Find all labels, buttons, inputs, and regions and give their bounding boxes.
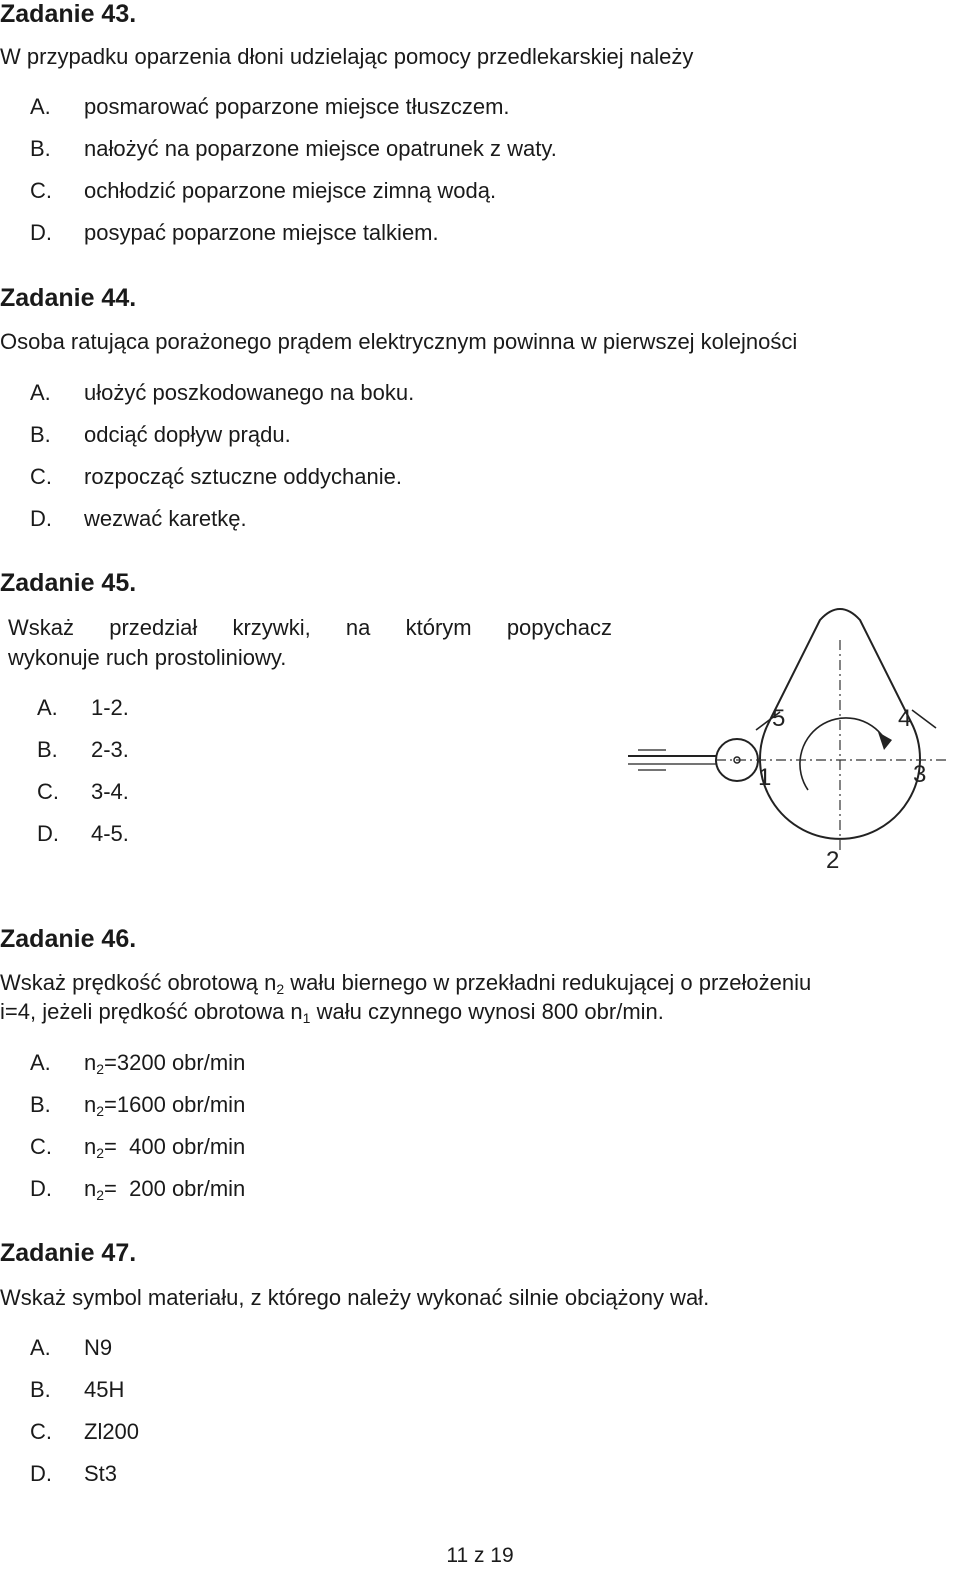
task-46-answer-b: $n_2=1600$ obr/min [84,1092,246,1119]
cam-point-label-4: 4 [898,705,912,732]
task-43-answer-b-letter: B. [30,136,51,161]
task-46-answer-c-letter: C. [30,1134,52,1159]
task-44-answer-c-letter: C. [30,464,52,489]
task-45-answer-c-letter: C. [37,779,59,804]
rotation-arrowhead [878,732,892,750]
task-47-answer-b: 45H [84,1377,125,1402]
task-44-answer-d-letter: D. [30,506,52,531]
cam-point-label-2: 2 [826,847,840,874]
task-47-question: Wskaż symbol materiału, z którego należy wykonać silnie obciążony wał. [0,1285,710,1310]
task-43-answer-c-letter: C. [30,178,52,203]
task-44-answer-d: wezwać karetkę. [84,506,247,531]
cam-point-label-3: 3 [913,761,927,788]
task-45-question-line-1: Wskaż przedział krzywki, na którym popychacz [8,615,612,640]
page-number: 11 z 19 [446,1544,514,1567]
task-43-answer-d-letter: D. [30,220,52,245]
task-47-answer-b-letter: B. [30,1377,51,1402]
task-45-answer-c: 3-4. [91,779,129,804]
task-45-answer-b: 2-3. [91,737,129,762]
cam-mechanism-diagram [620,600,950,885]
task-47-answer-a-letter: A. [30,1335,51,1360]
task-47-answer-c-letter: C. [30,1419,52,1444]
task-44-question: Osoba ratująca porażonego prądem elektrycznym powinna w pierwszej kolejności [0,329,798,354]
task-44-answer-a: ułożyć poszkodowanego na boku. [84,380,415,405]
task-45-question-line-2: wykonuje ruch prostoliniowy. [8,645,287,670]
task-46-question-line-1: Wskaż prędkość obrotową $n_2$ wału biernego w przekładni redukującej o przełożeniu [0,970,812,997]
task-43-answer-a: posmarować poparzone miejsce tłuszczem. [84,94,510,119]
task-45-answer-b-letter: B. [37,737,58,762]
cam-point-label-5: 5 [772,705,786,732]
task-46-answer-d-letter: D. [30,1176,52,1201]
task-46-answer-c: $n_2= 400$ obr/min [84,1134,246,1161]
task-44-answer-b: odciąć dopływ prądu. [84,422,291,447]
task-44-answer-a-letter: A. [30,380,51,405]
task-43-answer-b: nałożyć na poparzone miejsce opatrunek z waty. [84,136,557,161]
task-46-answer-a: $n_2=3200$ obr/min [84,1050,246,1077]
task-45-title: Zadanie 45. [0,569,137,597]
task-44-answer-c: rozpocząć sztuczne oddychanie. [84,464,402,489]
cam-point-label-1: 1 [758,764,772,791]
task-45-answer-d-letter: D. [37,821,59,846]
task-44-title: Zadanie 44. [0,284,137,312]
task-45-answer-a-letter: A. [37,695,58,720]
rotation-arrow [800,718,884,790]
task-44-answer-b-letter: B. [30,422,51,447]
task-43-answer-d: posypać poparzone miejsce talkiem. [84,220,439,245]
task-45-answer-a: 1-2. [91,695,129,720]
task-45-answer-d: 4-5. [91,821,129,846]
task-46-title: Zadanie 46. [0,925,137,953]
task-47-answer-d-letter: D. [30,1461,52,1486]
task-47-answer-a: N9 [84,1335,113,1360]
task-43-answer-a-letter: A. [30,94,51,119]
task-43-answer-c: ochłodzić poparzone miejsce zimną wodą. [84,178,497,203]
task-46-question-line-2: i=4, jeżeli prędkość obrotowa $n_1$ wału czynnego wynosi 800 obr/min. [0,999,664,1026]
task-47-answer-d: St3 [84,1461,118,1486]
task-46-answer-a-letter: A. [30,1050,51,1075]
task-43-question: W przypadku oparzenia dłoni udzielając pomocy przedlekarskiej należy [0,44,694,69]
task-46-answer-b-letter: B. [30,1092,51,1117]
task-47-answer-c: Zl200 [84,1419,140,1444]
task-47-title: Zadanie 47. [0,1239,137,1267]
task-43-title: Zadanie 43. [0,0,137,28]
tick-mark-4 [912,710,936,728]
task-46-answer-d: $n_2= 200$ obr/min [84,1176,246,1203]
